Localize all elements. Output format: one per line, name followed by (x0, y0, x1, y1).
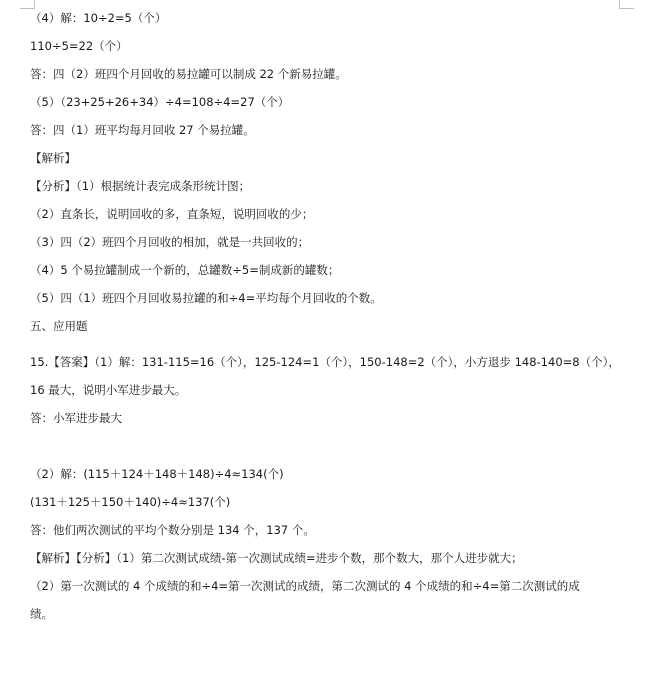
text-line: 110÷5=22（个） (30, 39, 128, 53)
text-line: （4）解：10÷2=5（个） (30, 11, 167, 25)
text-line: 【分析】（1）根据统计表完成条形统计图； (30, 179, 251, 193)
text-line: 答：四（1）班平均每月回收 27 个易拉罐。 (30, 123, 255, 137)
text-line: （2）解：(115＋124＋148＋148)÷4≈134(个) (30, 467, 284, 481)
text-line: 答：他们两次测试的平均个数分别是 134 个，137 个。 (30, 523, 315, 537)
section-heading: 五、应用题 (30, 319, 88, 333)
text-line: 16 最大，说明小军进步最大。 (30, 383, 187, 397)
text-line: 15.【答案】（1）解：131-115=16（个），125-124=1（个），150-148=2（个），小方退步 148-140=8（个）， (30, 355, 620, 369)
text-line: (131＋125＋150＋140)÷4≈137(个) (30, 495, 231, 509)
text-line: （3）四（2）班四个月回收的相加，就是一共回收的； (30, 235, 310, 249)
page-corner-mark-right (619, 0, 634, 9)
text-line: （5）（23+25+26+34）÷4=108÷4=27（个） (30, 95, 290, 109)
page-corner-mark-left (20, 0, 35, 9)
text-line: （4）5 个易拉罐制成一个新的，总罐数÷5=制成新的罐数； (30, 263, 340, 277)
text-line: 答：小军进步最大 (30, 411, 122, 425)
text-line: （2）直条长，说明回收的多，直条短，说明回收的少； (30, 207, 314, 221)
text-line: （5）四（1）班四个月回收易拉罐的和÷4=平均每个月回收的个数。 (30, 291, 382, 305)
text-line: 绩。 (30, 607, 53, 621)
text-line: 【解析】【分析】（1）第二次测试成绩-第一次测试成绩=进步个数，那个数大，那个人进步就大； (30, 551, 523, 565)
text-line: 答：四（2）班四个月回收的易拉罐可以制成 22 个新易拉罐。 (30, 67, 347, 81)
text-line: （2）第一次测试的 4 个成绩的和÷4=第一次测试的成绩，第二次测试的 4 个成绩的和÷4=第二次测试的成 (30, 579, 580, 593)
section-heading: 【解析】 (30, 151, 76, 165)
